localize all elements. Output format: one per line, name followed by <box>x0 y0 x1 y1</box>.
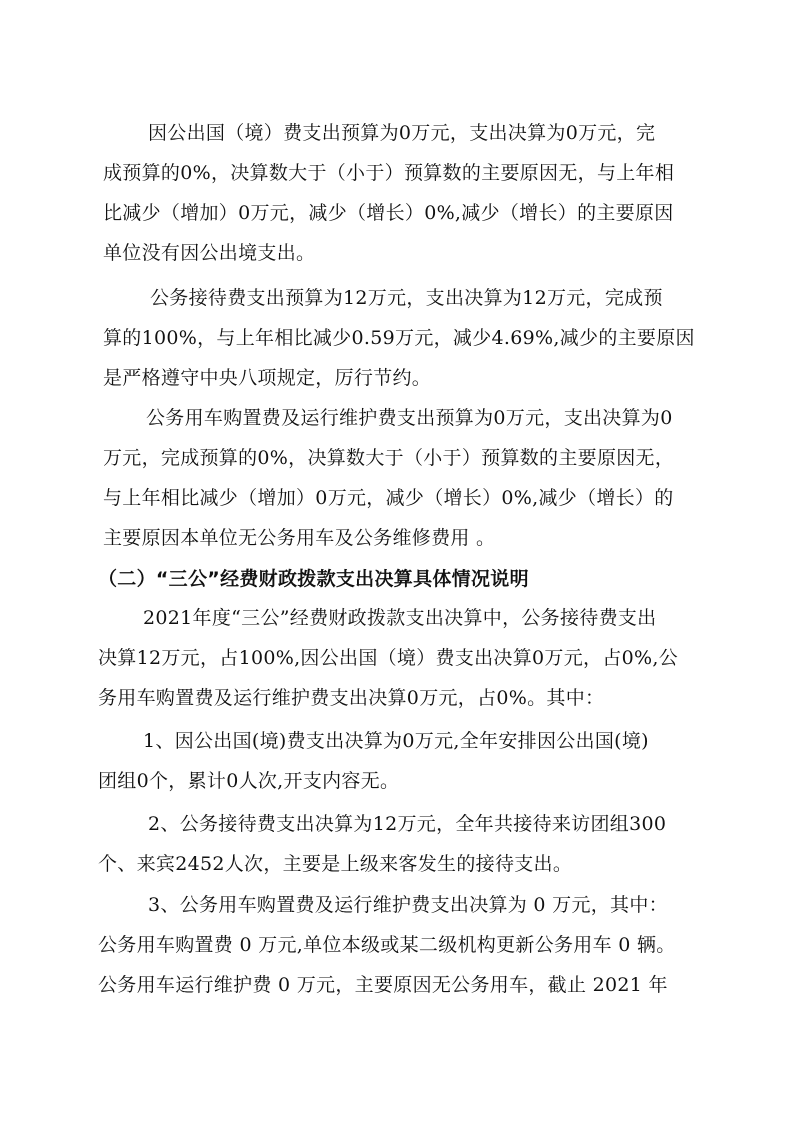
text-line: 2021年度“三公”经费财政拨款支出决算中，公务接待费支出 <box>143 607 657 629</box>
text-line: 1、因公出国(境)费支出决算为0万元,全年安排因公出国(境) <box>143 730 649 752</box>
text-line: 因公出国（境）费支出预算为0万元，支出决算为0万元，完 <box>148 122 656 144</box>
text-line: 3、公务用车购置费及运行维护费支出决算为 0 万元，其中： <box>148 894 668 916</box>
text-line: 团组0个，累计0人次,开支内容无。 <box>98 770 400 792</box>
text-line: 公务用车运行维护费 0 万元，主要原因无公务用车，截止 2021 年 <box>98 974 668 996</box>
text-line: 2、公务接待费支出决算为12万元，全年共接待来访团组300 <box>148 813 667 835</box>
text-line: 公务接待费支出预算为12万元，支出决算为12万元，完成预 <box>150 287 663 309</box>
text-line: 万元，完成预算的0%，决算数大于（小于）预算数的主要原因无， <box>103 447 675 469</box>
text-line: 单位没有因公出境支出。 <box>103 242 316 264</box>
text-line: 个、来宾2452人次，主要是上级来客发生的接待支出。 <box>98 853 573 875</box>
text-line: 主要原因本单位无公务用车及公务维修费用 。 <box>103 527 496 549</box>
text-line: 成预算的0%，决算数大于（小于）预算数的主要原因无，与上年相 <box>103 162 675 184</box>
text-line: 是严格遵守中央八项规定，厉行节约。 <box>103 367 432 389</box>
text-line: 与上年相比减少（增加）0万元，减少（增长）0%,减少（增长）的 <box>103 487 674 509</box>
text-line: 算的100%，与上年相比减少0.59万元，减少4.69%,减少的主要原因 <box>103 327 695 349</box>
text-line: 比减少（增加）0万元，减少（增长）0%,减少（增长）的主要原因 <box>103 202 674 224</box>
text-line: 公务用车购置费 0 万元,单位本级或某二级机构更新公务用车 0 辆。 <box>98 934 676 956</box>
section-heading: （二）“三公”经费财政拨款支出决算具体情况说明 <box>98 568 529 590</box>
text-line: 务用车购置费及运行维护费支出决算0万元，占0%。其中： <box>98 687 605 709</box>
text-line: 公务用车购置费及运行维护费支出预算为0万元，支出决算为0 <box>146 407 673 429</box>
text-line: 决算12万元，占100%,因公出国（境）费支出决算0万元，占0%,公 <box>98 647 679 669</box>
